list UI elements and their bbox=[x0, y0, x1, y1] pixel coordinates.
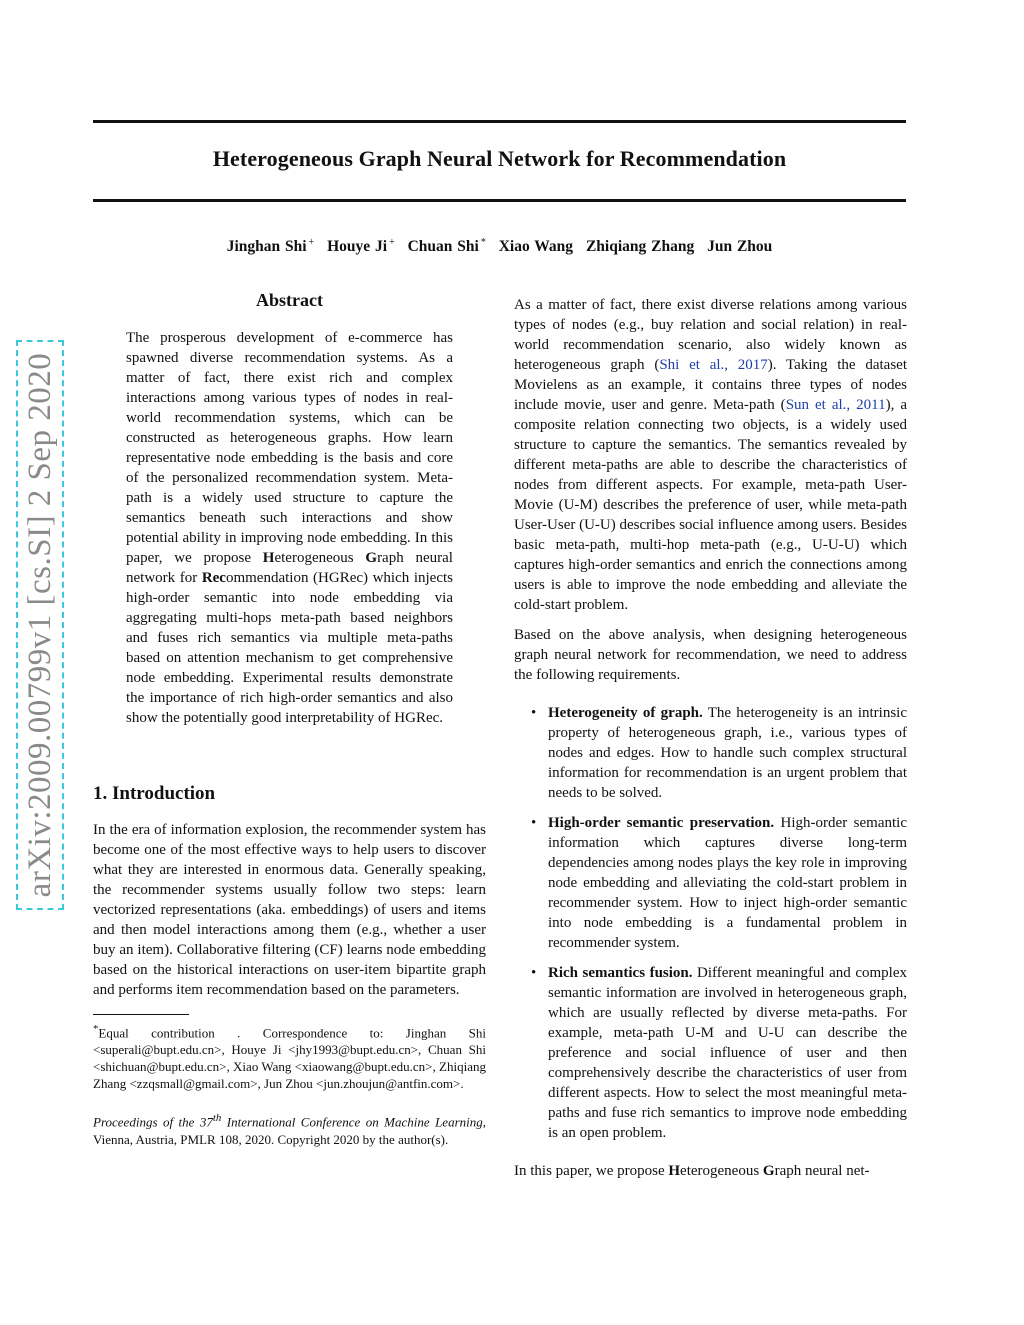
author: Jinghan Shi + bbox=[226, 237, 315, 256]
bullet-icon: • bbox=[531, 965, 537, 981]
left-column bbox=[93, 290, 486, 1148]
paragraph: As a matter of fact, there exist diverse relations among various types of nodes (e.g., buy relation and social relation) in real-world recommendation scenario, also widely known as heterogeneous graph (Shi et al., 2017). Taking the dataset Movielens as an example, it contains three types of nodes include movie, user and genre. Meta-path (Sun et al., 2011), a composite relation connecting two objects, is a widely used structure to capture the semantics. The semantics revealed by different meta-paths are able to describe the characteristics of nodes from different aspects. For example, meta-path User-Movie (U-M) describes the preference of user, while meta-path User-User (U-U) describes social influence among users. Besides basic meta-path, multi-hop meta-path (e.g., U-U-U) which captures high-order semantics and enrich the connections among users is able to improve the node embedding and alleviate the cold-start problem. bbox=[514, 297, 908, 613]
right-column bbox=[514, 295, 907, 1191]
author-list bbox=[93, 237, 906, 256]
intro-paragraph: In the era of information explosion, the recommender system has become one of the most effective ways to help users to discover what they are interested in enormous data. Generally speaking, the recommender systems usually follow two steps: learn vectorized representations (aka. embeddings) of users and items and then model interactions among them (e.g., whether a user buy an item). Collaborative filtering (CF) learns node embedding based on the historical interactions on user-item bipartite graph and performs item recommendation based on the parameters. bbox=[93, 822, 486, 998]
author: Jun Zhou bbox=[707, 238, 773, 256]
author: Zhiqiang Zhang bbox=[585, 238, 695, 256]
footnote: *Equal contribution . Correspondence to: Jinghan Shi <superali@bupt.edu.cn>, Houye Ji <jhy1993@bupt.edu.cn>, Chuan Shi <shichuan@bupt.edu.cn>, Xiao Wang <xiaowang@bupt.edu.cn>, Zhiqiang Zhang <zzqsmall@gmail.com>, Jun Zhou <jun.zhoujun@antfin.com>. bbox=[93, 1023, 486, 1092]
footnote-rule bbox=[93, 1014, 189, 1015]
section-heading-introduction: 1. Introduction bbox=[93, 783, 216, 804]
author: Houye Ji + bbox=[327, 237, 395, 256]
title-bottom-rule bbox=[93, 199, 906, 202]
list-item: • Heterogeneity of graph. The heterogeneity is an intrinsic property of heterogeneous graph, i.e., various types of nodes and edges. How to handle such complex structural information for recommendation is an urgent problem that needs to be solved. bbox=[531, 705, 907, 801]
abstract-heading: Abstract bbox=[256, 290, 323, 310]
requirements-list bbox=[514, 703, 907, 1143]
citation-link[interactable]: Sun et al., 2011 bbox=[785, 397, 886, 413]
bullet-icon: • bbox=[531, 815, 537, 831]
abstract-text: The prosperous development of e-commerce has spawned diverse recommendation systems. As a matter of fact, there exist rich and complex interactions among various types of nodes in real-world recommendation systems, which can be constructed as heterogeneous graphs. How learn representative node embedding is the basis and core of the personalized recommendation system. Meta-path is a widely used structure to capture the semantics beneath such interactions and show potential ability in improving node embedding. In this paper, we propose Heterogeneous Graph neural network for Recommendation (HGRec) which injects high-order semantic into node embedding via aggregating multi-hops meta-path based neighbors and fuses rich semantics via multiple meta-paths based on attention mechanism to get comprehensive node embedding. Experimental results demonstrate the importance of rich high-order semantics and also show the potentially good interpretability of HGRec. bbox=[126, 330, 453, 726]
title-top-rule bbox=[93, 120, 906, 123]
list-item: • High-order semantic preservation. High-order semantic information which captures diverse long-term dependencies among nodes plays the key role in improving node embedding and alleviating the cold-start problem in recommender system. How to inject high-order semantic into node embedding is a fundamental problem in recommender system. bbox=[531, 815, 907, 951]
citation-link[interactable]: Shi et al., 2017 bbox=[659, 357, 768, 373]
bullet-icon: • bbox=[531, 705, 537, 721]
paragraph: Based on the above analysis, when designing heterogeneous graph neural network for recommendation, we need to address the following requirements. bbox=[514, 627, 907, 683]
author: Xiao Wang bbox=[498, 238, 574, 256]
paragraph: In this paper, we propose Heterogeneous Graph neural net- bbox=[514, 1163, 870, 1179]
proceedings-note: Proceedings of the 37th International Conference on Machine Learning, Vienna, Austria, PMLR 108, 2020. Copyright 2020 by the author(s). bbox=[93, 1112, 486, 1147]
arxiv-identifier[interactable]: arXiv:2009.00799v1 [cs.SI] 2 Sep 2020 bbox=[22, 352, 58, 898]
paper-title: Heterogeneous Graph Neural Network for Recommendation bbox=[212, 146, 787, 171]
author: Chuan Shi * bbox=[407, 237, 486, 256]
list-item: • Rich semantics fusion. Different meaningful and complex semantic information are involved in heterogeneous graph, which are usually reflected by diverse meta-paths. For example, meta-path U-M and U-U can describe the preference and social influence of user and then comprehensively describe the characteristics of user from different aspects. How to select the most meaningful meta-paths and fuse rich semantics to improve node embedding is an open problem. bbox=[531, 965, 907, 1141]
